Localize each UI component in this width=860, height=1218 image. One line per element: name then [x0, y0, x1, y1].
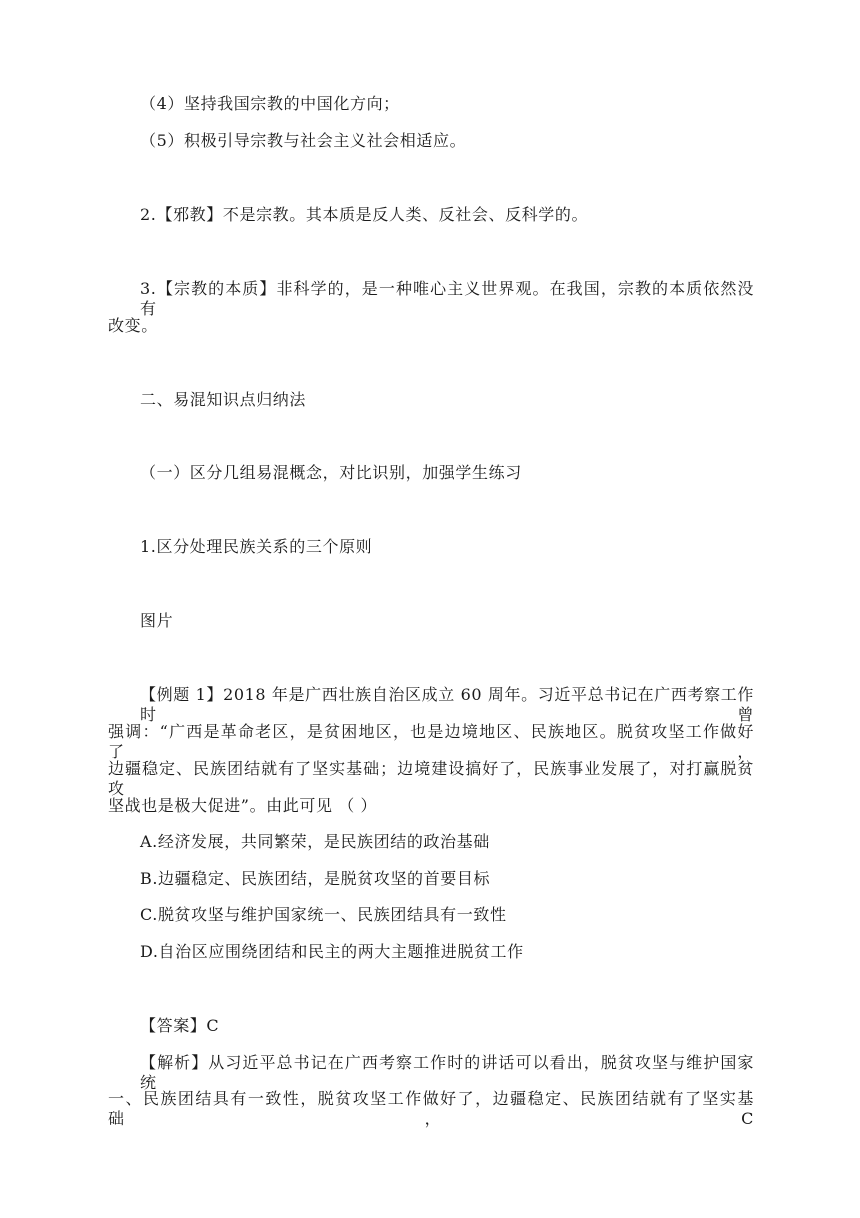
example-question: 坚战也是极大促进”。由此可见 （ ） — [108, 796, 378, 815]
image-placeholder-text: 图片 — [140, 611, 174, 630]
option-c: C.脱贫攻坚与维护国家统一、民族团结具有一致性 — [140, 905, 507, 924]
option-b: B.边疆稳定、民族团结，是脱贫攻坚的首要目标 — [140, 869, 491, 888]
text-line: 2.【邪教】不是宗教。其本质是反人类、反社会、反科学的。 — [140, 205, 589, 224]
option-d: D.自治区应围绕团结和民主的两大主题推进脱贫工作 — [140, 942, 524, 961]
option-a: A.经济发展，共同繁荣，是民族团结的政治基础 — [140, 832, 490, 851]
section-heading: 二、易混知识点归纳法 — [140, 390, 307, 409]
text-line: （5）积极引导宗教与社会主义社会相适应。 — [140, 131, 467, 150]
text-line: 改变。 — [108, 316, 158, 335]
text-line: 3.【宗教的本质】非科学的，是一种唯心主义世界观。在我国，宗教的本质依然没有 — [140, 279, 754, 318]
analysis: 一、民族团结具有一致性，脱贫攻坚工作做好了，边疆稳定、民族团结就有了坚实基础，C — [108, 1089, 754, 1128]
subsection-heading: （一）区分几组易混概念，对比识别，加强学生练习 — [140, 463, 522, 482]
answer: 【答案】C — [140, 1016, 220, 1035]
analysis: 【解析】从习近平总书记在广西考察工作时的讲话可以看出，脱贫攻坚与维护国家统 — [140, 1053, 754, 1092]
example-question: 边疆稳定、民族团结就有了坚实基础；边境建设搞好了，民族事业发展了，对打赢脱贫攻 — [108, 759, 754, 798]
text-line: （4）坚持我国宗教的中国化方向； — [140, 94, 400, 113]
example-question: 【例题 1】2018 年是广西壮族自治区成立 60 周年。习近平总书记在广西考察工作时曾 — [140, 685, 754, 724]
subsection-heading: 1.区分处理民族关系的三个原则 — [140, 537, 373, 556]
example-question: 强调：“广西是革命老区，是贫困地区，也是边境地区、民族地区。脱贫攻坚工作做好了， — [108, 722, 754, 761]
